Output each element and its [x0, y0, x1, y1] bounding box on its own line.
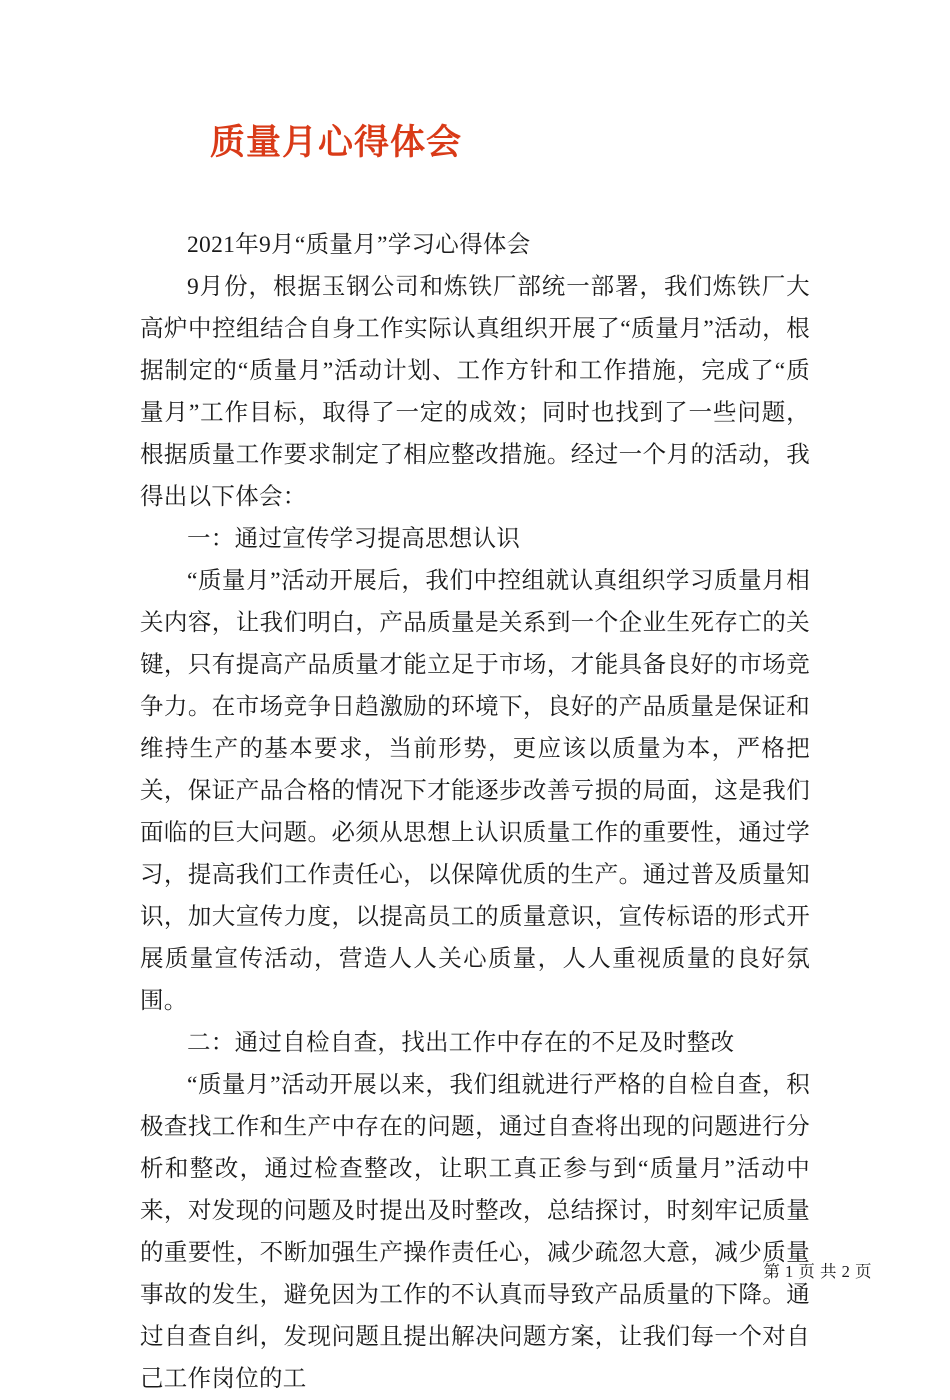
document-body	[0, 164, 950, 1400]
paragraph-3: 一：通过宣传学习提高思想认识	[187, 526, 521, 552]
paragraph-1: 2021年9月“质量月”学习心得体会	[187, 232, 531, 258]
paragraph-2: 9月份，根据玉钢公司和炼铁厂部统一部署，我们炼铁厂大高炉中控组结合自身工作实际认真组织开展了“质量月”活动，根据制定的“质量月”活动计划、工作方针和工作措施，完成了“质量月”工作目标，取得了一定的成效；同时也找到了一些问题，根据质量工作要求制定了相应整改措施。经过一个月的活动，我得出以下体会：	[140, 274, 810, 510]
page-title: 质量月心得体会	[210, 123, 463, 162]
page-footer: 第 1 页 共 2 页	[763, 1262, 872, 1281]
paragraph-5: 二：通过自检自查，找出工作中存在的不足及时整改	[187, 1030, 735, 1056]
paragraph-4: “质量月”活动开展后，我们中控组就认真组织学习质量月相关内容，让我们明白，产品质量是关系到一个企业生死存亡的关键，只有提高产品质量才能立足于市场，才能具备良好的市场竞争力。在市场竞争日趋激励的环境下，良好的产品质量是保证和维持生产的基本要求，当前形势，更应该以质量为本，严格把关，保证产品合格的情况下才能逐步改善亏损的局面，这是我们面临的巨大问题。必须从思想上认识质量工作的重要性，通过学习，提高我们工作责任心，以保障优质的生产。通过普及质量知识，加大宣传力度，以提高员工的质量意识，宣传标语的形式开展质量宣传活动，营造人人关心质量，人人重视质量的良好氛围。	[140, 568, 810, 1014]
paragraph-6: “质量月”活动开展以来，我们组就进行严格的自检自查，积极查找工作和生产中存在的问题，通过自查将出现的问题进行分析和整改，通过检查整改，让职工真正参与到“质量月”活动中来，对发现的问题及时提出及时整改，总结探讨，时刻牢记质量的重要性，不断加强生产操作责任心，减少疏忽大意，减少质量事故的发生，避免因为工作的不认真而导致产品质量的下降。通过自查自纠，发现问题且提出解决问题方案，让我们每一个对自己工作岗位的工	[140, 1072, 810, 1392]
